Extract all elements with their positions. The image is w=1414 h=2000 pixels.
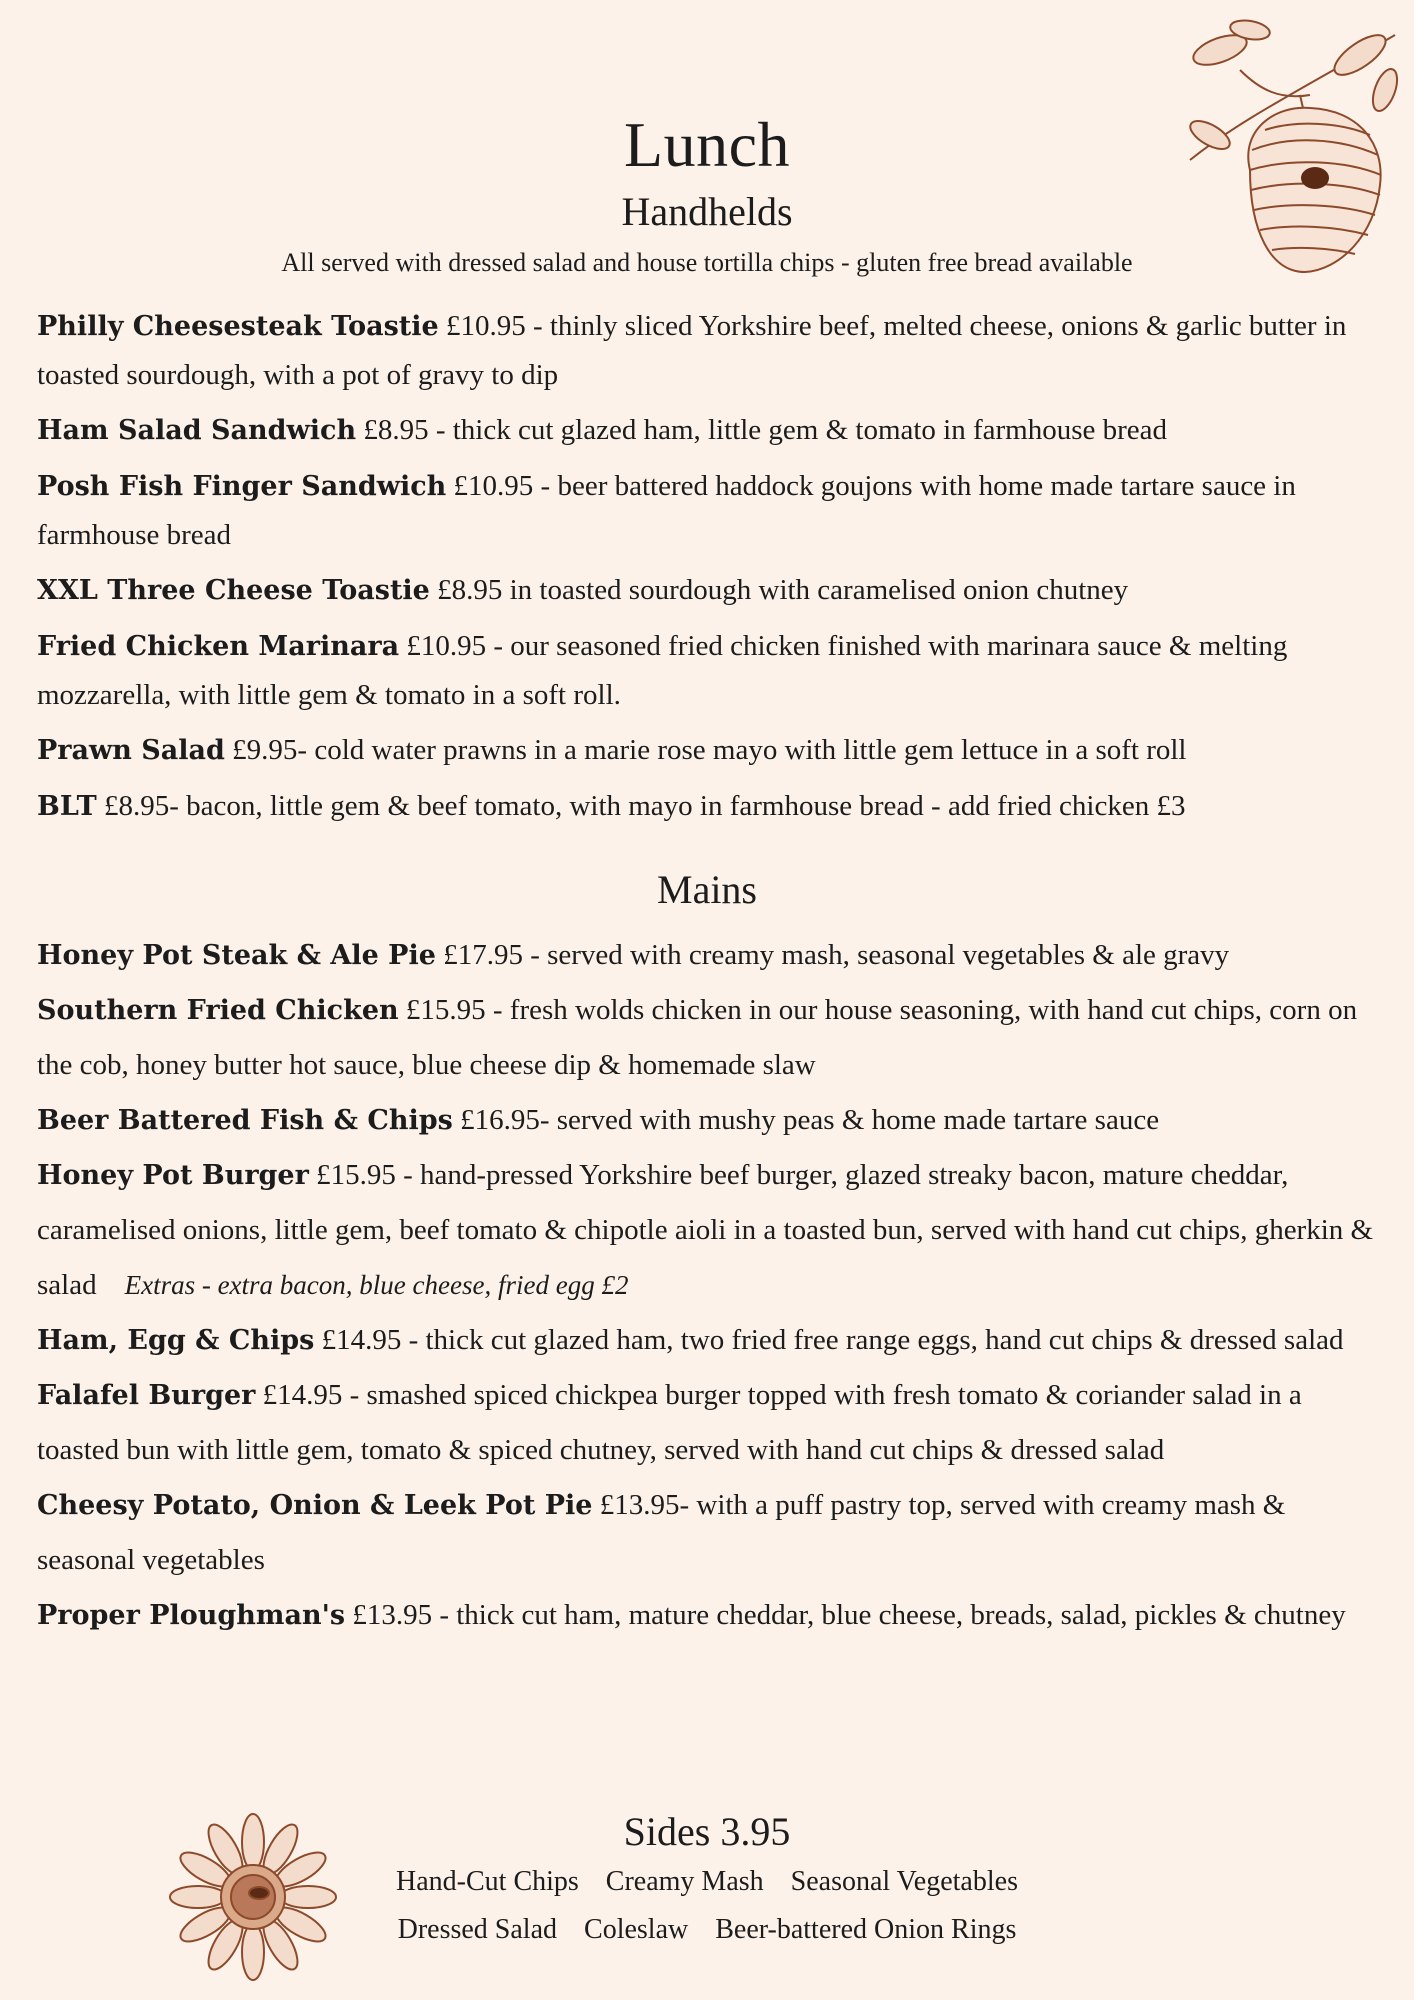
item-description: £10.95 - thinly sliced Yorkshire beef, melted cheese, onions & garlic butter in toasted sourdough, with a pot of gravy to dip bbox=[37, 310, 1347, 391]
item-description: £13.95 - thick cut ham, mature cheddar, blue cheese, breads, salad, pickles & chutney bbox=[345, 1599, 1346, 1631]
item-name: Posh Fish Finger Sandwich bbox=[37, 471, 447, 502]
list-item bbox=[37, 1313, 1382, 1368]
item-description: £10.95 - beer battered haddock goujons with home made tartare sauce in farmhouse bread bbox=[37, 470, 1296, 551]
list-item bbox=[37, 1093, 1382, 1148]
handhelds-list bbox=[37, 302, 1382, 838]
item-description: £17.95 - served with creamy mash, seasonal vegetables & ale gravy bbox=[435, 939, 1230, 971]
list-item bbox=[37, 983, 1382, 1093]
side-item: Hand-Cut Chips bbox=[396, 1866, 579, 1897]
side-item: Dressed Salad bbox=[397, 1914, 558, 1945]
item-description: £15.95 - fresh wolds chicken in our house seasoning, with hand cut chips, corn on the cob, honey butter hot sauce, blue cheese dip & homemade slaw bbox=[37, 994, 1358, 1081]
item-description: £8.95- bacon, little gem & beef tomato, with mayo in farmhouse bread - add fried chicken £3 bbox=[96, 790, 1186, 822]
list-item bbox=[37, 622, 1382, 719]
item-name: Ham Salad Sandwich bbox=[37, 415, 357, 446]
list-item bbox=[37, 302, 1382, 399]
list-item bbox=[37, 726, 1382, 775]
handhelds-heading: Handhelds bbox=[621, 189, 793, 234]
item-extras: Extras - extra bacon, blue cheese, fried egg £2 bbox=[124, 1270, 629, 1300]
item-name: Cheesy Potato, Onion & Leek Pot Pie bbox=[37, 1490, 593, 1521]
item-description: £8.95 in toasted sourdough with caramelised onion chutney bbox=[429, 574, 1129, 606]
item-description: £15.95 - hand-pressed Yorkshire beef burger, glazed streaky bacon, mature cheddar, caramelised onions, little gem, beef tomato & chipotle aioli in a toasted bun, served with hand cut chips, gherkin & salad bbox=[37, 1159, 1374, 1301]
list-item bbox=[37, 782, 1382, 831]
list-item bbox=[37, 462, 1382, 559]
side-item: Beer-battered Onion Rings bbox=[715, 1914, 1017, 1945]
item-name: Fried Chicken Marinara bbox=[37, 631, 400, 662]
item-name: Proper Ploughman's bbox=[37, 1600, 346, 1631]
item-description: £14.95 - thick cut glazed ham, two fried free range eggs, hand cut chips & dressed salad bbox=[314, 1324, 1344, 1356]
item-description: £9.95- cold water prawns in a marie rose mayo with little gem lettuce in a soft roll bbox=[224, 734, 1187, 766]
item-description: £16.95- served with mushy peas & home made tartare sauce bbox=[452, 1104, 1160, 1136]
side-item: Seasonal Vegetables bbox=[790, 1866, 1018, 1897]
item-name: Honey Pot Burger bbox=[37, 1160, 309, 1191]
item-name: Philly Cheesesteak Toastie bbox=[37, 311, 439, 342]
side-item: Creamy Mash bbox=[605, 1866, 764, 1897]
sides-row-1 bbox=[0, 1866, 1414, 1898]
item-name: BLT bbox=[37, 791, 97, 822]
page-title: Lunch bbox=[624, 109, 790, 180]
item-name: XXL Three Cheese Toastie bbox=[37, 575, 430, 606]
list-item bbox=[37, 1368, 1382, 1478]
handhelds-subtitle: All served with dressed salad and house tortilla chips - gluten free bread available bbox=[281, 248, 1133, 277]
item-name: Prawn Salad bbox=[37, 735, 225, 766]
item-description: £10.95 - our seasoned fried chicken finished with marinara sauce & melting mozzarella, with little gem & tomato in a soft roll. bbox=[37, 630, 1288, 711]
list-item bbox=[37, 406, 1382, 455]
item-name: Falafel Burger bbox=[37, 1380, 256, 1411]
mains-list bbox=[37, 928, 1382, 1643]
list-item bbox=[37, 928, 1382, 983]
list-item bbox=[37, 1588, 1382, 1643]
list-item bbox=[37, 1478, 1382, 1588]
list-item bbox=[37, 566, 1382, 615]
item-name: Honey Pot Steak & Ale Pie bbox=[37, 940, 436, 971]
item-name: Beer Battered Fish & Chips bbox=[37, 1105, 453, 1136]
list-item bbox=[37, 1148, 1382, 1313]
side-item: Coleslaw bbox=[584, 1914, 689, 1945]
item-description: £14.95 - smashed spiced chickpea burger topped with fresh tomato & coriander salad in a toasted bun with little gem, tomato & spiced chutney, served with hand cut chips & dressed salad bbox=[37, 1379, 1302, 1466]
item-name: Southern Fried Chicken bbox=[37, 995, 399, 1026]
mains-heading: Mains bbox=[657, 867, 757, 912]
item-description: £8.95 - thick cut glazed ham, little gem & tomato in farmhouse bread bbox=[356, 414, 1168, 446]
sides-row-2 bbox=[0, 1914, 1414, 1946]
item-description: £13.95- with a puff pastry top, served with creamy mash & seasonal vegetables bbox=[37, 1489, 1286, 1576]
item-name: Ham, Egg & Chips bbox=[37, 1325, 315, 1356]
sides-heading: Sides 3.95 bbox=[623, 1809, 791, 1854]
